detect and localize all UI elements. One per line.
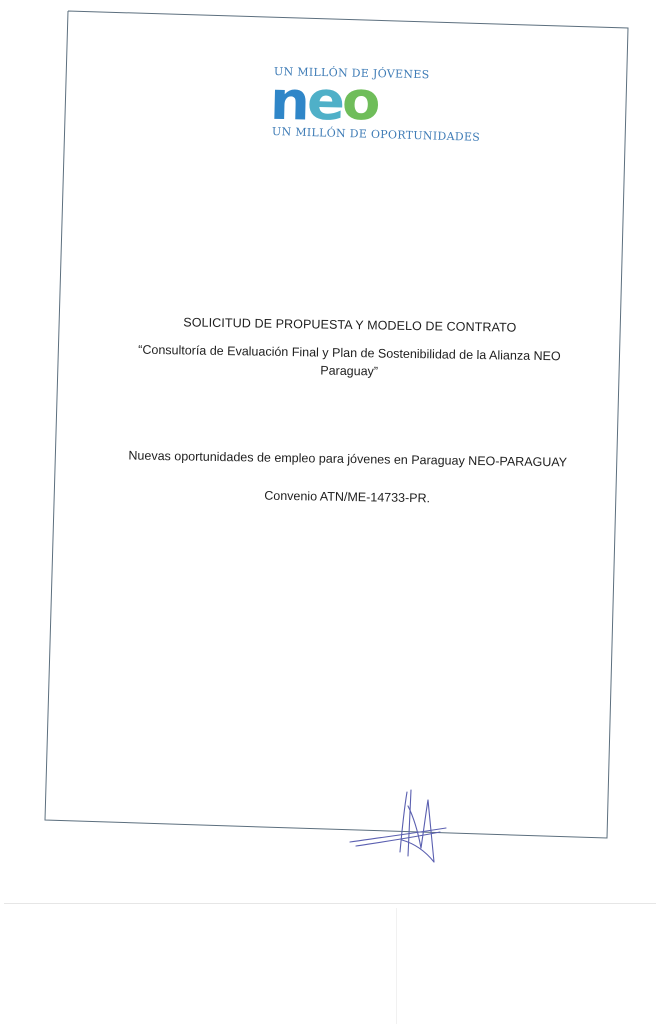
document-title: SOLICITUD DE PROPUESTA Y MODELO DE CONTRATO [183,315,517,335]
logo-letter-e: e [306,70,343,133]
logo-letter-o: o [341,70,379,133]
logo-bottom-tagline: UN MILLÓN DE OPORTUNIDADES [271,125,481,144]
logo-letter-n: n [269,70,308,133]
scan-edge-line [4,903,656,904]
program-name: Nuevas oportunidades de empleo para jóvenes en Paraguay NEO-PARAGUAY [128,448,568,470]
document-subtitle-line-2: Paraguay” [320,363,379,379]
agreement-number: Convenio ATN/ME-14733-PR. [264,488,431,506]
document-subtitle-line-1: “Consultoría de Evaluación Final y Plan de Sostenibilidad de la Alianza NEO [138,342,561,364]
logo-top-tagline: UN MILLÓN DE JÓVENES [273,65,430,82]
scan-artifact-line [396,908,397,1024]
